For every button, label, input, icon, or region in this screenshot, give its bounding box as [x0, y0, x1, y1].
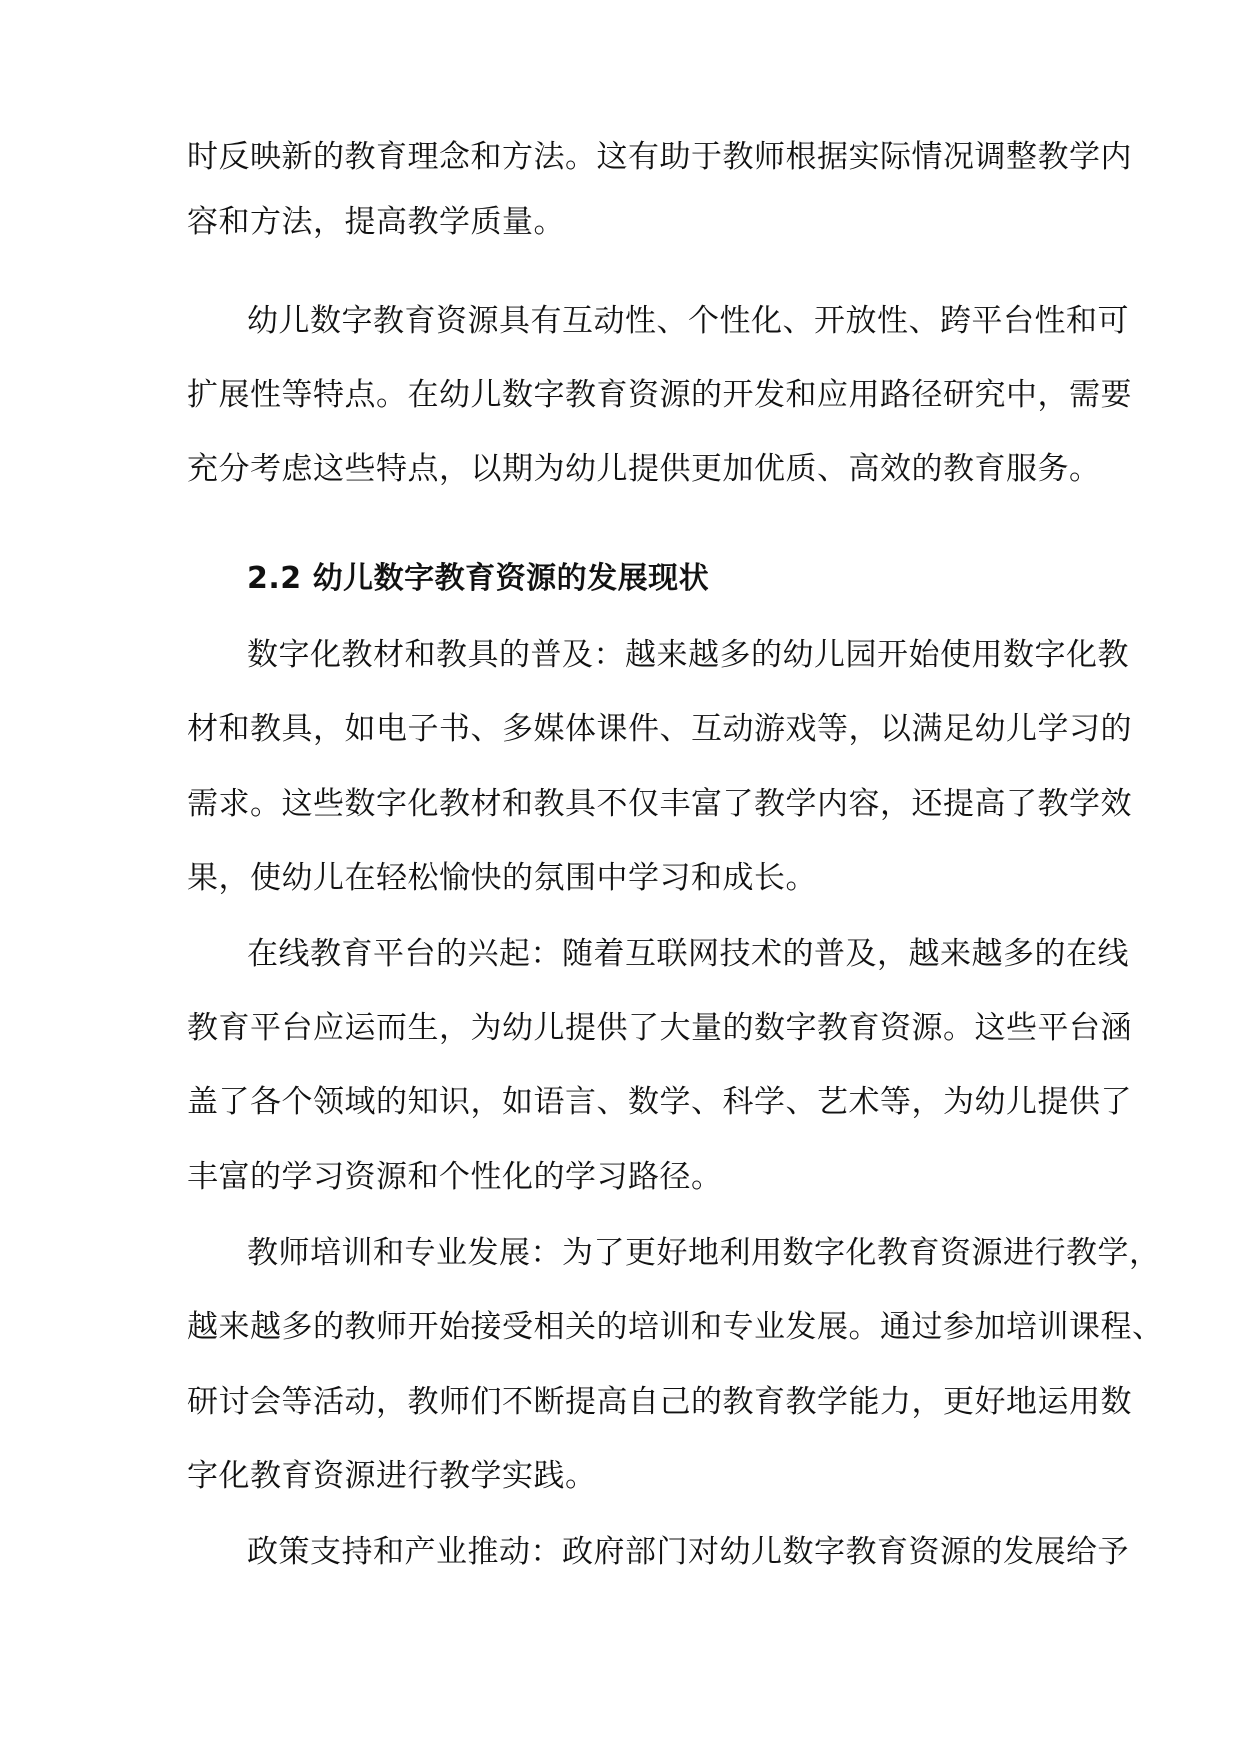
text-line: 果，使幼儿在轻松愉快的氛围中学习和成长。: [187, 860, 817, 896]
text-line: 越来越多的教师开始接受相关的培训和专业发展。通过参加培训课程、: [187, 1309, 1164, 1345]
text-line: 丰富的学习资源和个性化的学习路径。: [187, 1159, 723, 1195]
section-heading: 2.2 幼儿数字教育资源的发展现状: [247, 561, 710, 596]
paragraph-first-line: 教师培训和专业发展：为了更好地利用数字化教育资源进行教学，: [247, 1235, 1161, 1271]
paragraph-first-line: 政策支持和产业推动：政府部门对幼儿数字教育资源的发展给予: [247, 1534, 1129, 1570]
text-line: 研讨会等活动，教师们不断提高自己的教育教学能力，更好地运用数: [187, 1384, 1132, 1420]
text-line: 教育平台应运而生，为幼儿提供了大量的数字教育资源。这些平台涵: [187, 1010, 1132, 1046]
text-line: 时反映新的教育理念和方法。这有助于教师根据实际情况调整教学内: [187, 139, 1132, 175]
text-line: 充分考虑这些特点，以期为幼儿提供更加优质、高效的教育服务。: [187, 451, 1101, 487]
paragraph-first-line: 数字化教材和教具的普及：越来越多的幼儿园开始使用数字化教: [247, 637, 1129, 673]
paragraph-first-line: 在线教育平台的兴起：随着互联网技术的普及，越来越多的在线: [247, 936, 1129, 972]
text-line: 盖了各个领域的知识，如语言、数学、科学、艺术等，为幼儿提供了: [187, 1084, 1132, 1120]
text-line: 字化教育资源进行教学实践。: [187, 1458, 597, 1494]
text-line: 需求。这些数字化教材和教具不仅丰富了教学内容，还提高了教学效: [187, 786, 1132, 822]
text-line: 扩展性等特点。在幼儿数字教育资源的开发和应用路径研究中，需要: [187, 377, 1132, 413]
text-line: 材和教具，如电子书、多媒体课件、互动游戏等，以满足幼儿学习的: [187, 711, 1132, 747]
text-line: 容和方法，提高教学质量。: [187, 204, 565, 240]
paragraph-first-line: 幼儿数字教育资源具有互动性、个性化、开放性、跨平台性和可: [247, 303, 1129, 339]
